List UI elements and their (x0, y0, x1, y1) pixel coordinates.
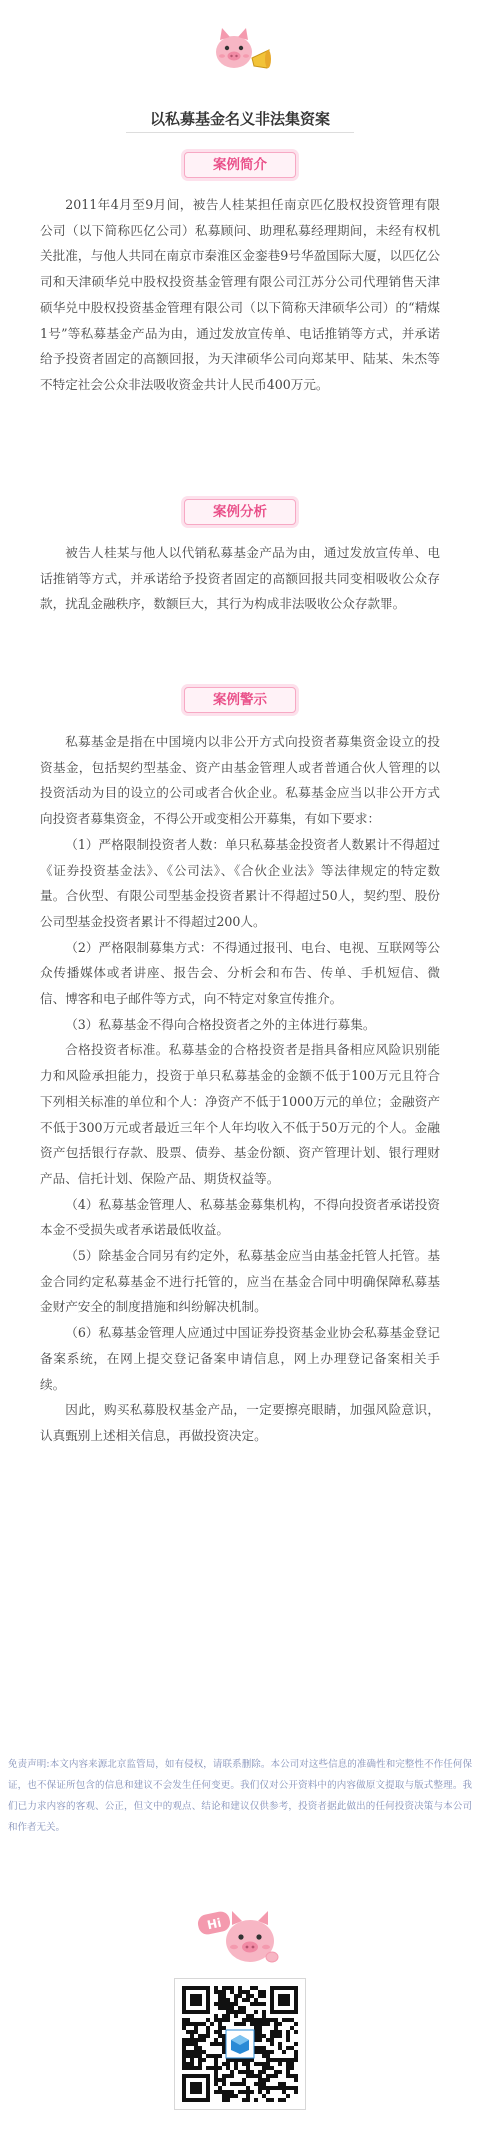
paragraph: 合格投资者标准。私募基金的合格投资者是指具备相应风险识别能力和风险承担能力，投资于单只私募基金的金额不低于100万元且符合下列相关标准的单位和个人：净资产不低于1000万元的单位；金融资产不低于300万元或者最近三年个人年均收入不低于50万元的个人。金融资产包括银行存款、股票、债券、基金份额、资产管理计划、银行理财产品、信托计划、保险产品、期货权益等。 (40, 1042, 440, 1186)
section-heading-case-warning: 案例警示 (184, 687, 296, 713)
section-body-case-warning (40, 729, 440, 1449)
paragraph: （5）除基金合同另有约定外，私募基金应当由基金托管人托管。基金合同约定私募基金不进行托管的，应当在基金合同中明确保障私募基金财产安全的制度措施和纠纷解决机制。 (40, 1248, 440, 1315)
qr-code-icon (175, 1979, 305, 2109)
paragraph: 被告人桂某与他人以代销私募基金产品为由，通过发放宣传单、电话推销等方式，并承诺给予投资者固定的高额回报共同变相吸收公众存款，扰乱金融秩序，数额巨大，其行为构成非法吸收公众存款罪。 (40, 545, 440, 612)
hi-speech-text: Hi (205, 1915, 223, 1933)
pig-waving-mascot-icon (192, 1893, 288, 1973)
paragraph: 因此，购买私募股权基金产品，一定要擦亮眼睛，加强风险意识，认真甄别上述相关信息，再做投资决定。 (40, 1402, 440, 1443)
qr-code-frame (174, 1978, 306, 2110)
pig-mascot-icon (212, 20, 272, 80)
paragraph: （1）严格限制投资者人数：单只私募基金投资者人数累计不得超过《证券投资基金法》、《公司法》、《合伙企业法》等法律规定的特定数量。合伙型、有限公司型基金投资者累计不得超过50人，契约型、股份公司型基金投资者累计不得超过200人。 (40, 836, 440, 929)
paragraph: 2011年4月至9月间，被告人桂某担任南京匹亿股权投资管理有限公司（以下简称匹亿公司）私募顾问、助理私募经理期间，未经有权机关批准，与他人共同在南京市秦淮区金銮巷9号华盈国际大厦，以匹亿公司和天津硕华兑中股权投资基金管理有限公司江苏分公司代理销售天津硕华兑中股权投资基金管理有限公司（以下简称天津硕华公司）的“精煤1号”等私募基金产品为由，通过发放宣传单、电话推销等方式，并承诺给予投资者固定的高额回报，为天津硕华公司向郑某甲、陆某、朱杰等不特定社会公众非法吸收资金共计人民币400万元。 (40, 197, 440, 392)
paragraph: 私募基金是指在中国境内以非公开方式向投资者募集资金设立的投资基金，包括契约型基金、资产由基金管理人或者普通合伙人管理的以投资活动为目的设立的公司或者合伙企业。私募基金应当以非公开方式向投资者募集资金，不得公开或变相公开募集，有如下要求： (40, 734, 440, 827)
paragraph: （6）私募基金管理人应通过中国证券投资基金业协会私募基金登记备案系统，在网上提交登记备案申请信息，网上办理登记备案相关手续。 (40, 1325, 440, 1392)
disclaimer-text: 免责声明:本文内容来源北京监管局，如有侵权，请联系删除。本公司对这些信息的准确性和完整性不作任何保证，也不保证所包含的信息和建议不会发生任何变更。我们仅对公开资料中的内容做原文提取与版式整理。我们已力求内容的客观、公正，但文中的观点、结论和建议仅供参考，投资者据此做出的任何投资决策与本公司和作者无关。 (8, 1759, 472, 1833)
paragraph: （2）严格限制募集方式：不得通过报刊、电台、电视、互联网等公众传播媒体或者讲座、报告会、分析会和布告、传单、手机短信、微信、博客和电子邮件等方式，向不特定对象宣传推介。 (40, 939, 440, 1007)
article-title: 以私募基金名义非法集资案 (149, 110, 330, 128)
title-divider (126, 132, 354, 133)
section-body-case-summary (40, 192, 440, 398)
section-heading-case-summary: 案例简介 (184, 152, 296, 178)
section-body-case-analysis (40, 540, 440, 617)
paragraph: （4）私募基金管理人、私募基金募集机构，不得向投资者承诺投资本金不受损失或者承诺最低收益。 (40, 1196, 440, 1238)
paragraph: （3）私募基金不得向合格投资者之外的主体进行募集。 (65, 1016, 376, 1032)
section-heading-case-analysis: 案例分析 (184, 499, 296, 525)
